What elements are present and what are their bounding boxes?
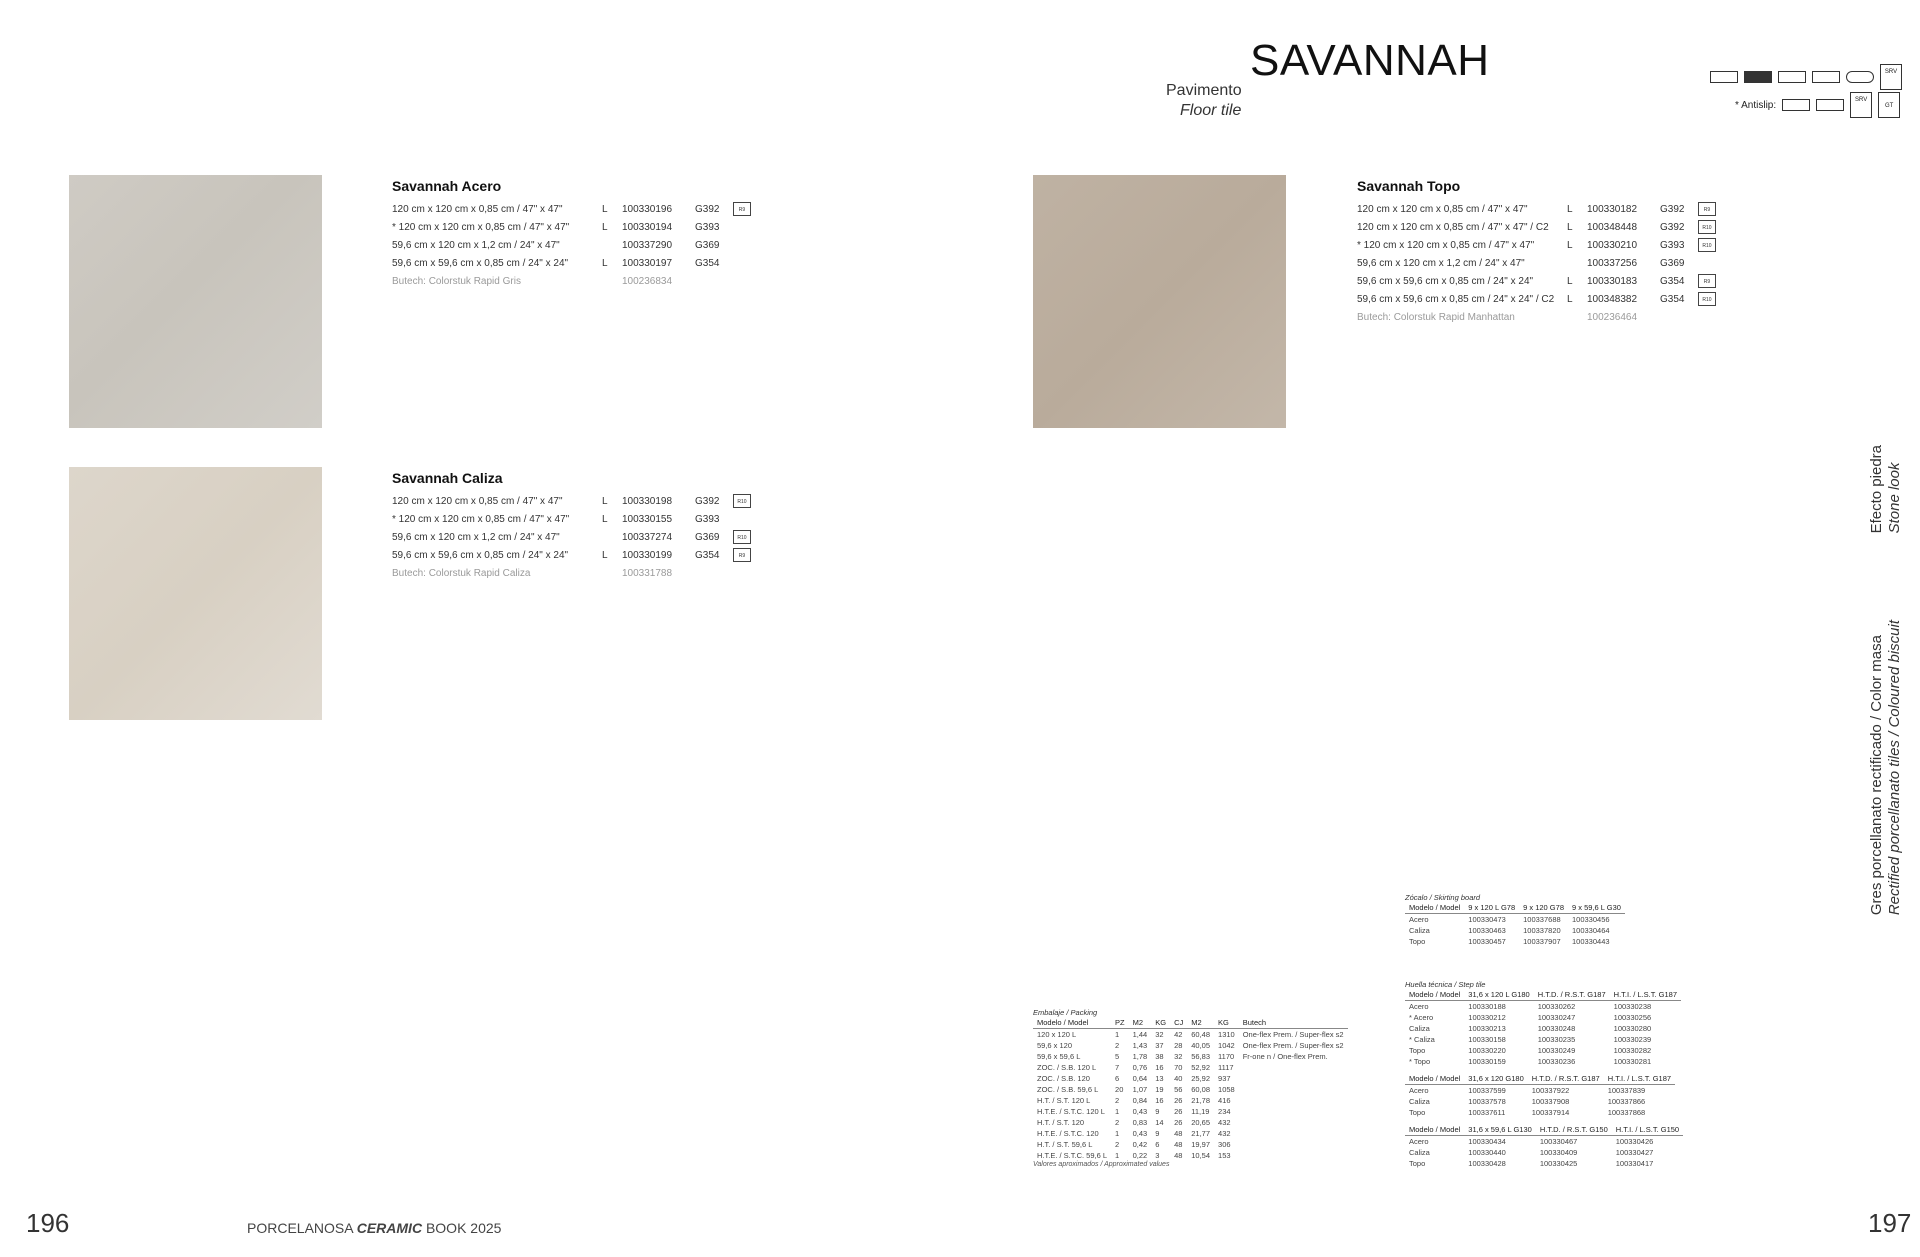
butech-row: Butech: Colorstuk Rapid Gris 100236834 [392,275,673,287]
table-cell: 40 [1174,1074,1183,1083]
table-cell: 3 [1155,1151,1160,1160]
column-header: 9 x 120 L G78 [1464,902,1519,914]
tile-image-topo [1033,175,1286,428]
table-cell: Caliza [1409,1024,1430,1033]
table-cell: Caliza [1409,1097,1430,1106]
table-row [1033,1106,1348,1117]
footer-brand: PORCELANOSA CERAMIC BOOK 2025 [247,1220,502,1236]
step-table [1405,989,1681,1067]
column-header: H.T.D. / R.S.T. G187 [1528,1073,1604,1085]
packing-note: Valores aproximados / Approximated values [1033,1161,1170,1168]
table-cell: 2 [1115,1096,1120,1105]
usage-icons-row [1710,64,1902,90]
table-cell: 38 [1155,1052,1164,1061]
product-name: Savannah Acero [392,178,502,194]
table-cell: 100330440 [1468,1148,1506,1157]
wall-icon [1778,71,1806,83]
table-cell: 100337868 [1607,1108,1646,1117]
column-header: Modelo / Model [1405,1124,1464,1136]
slip-badge: R10 [1698,292,1716,306]
table-cell: 100330159 [1468,1057,1506,1066]
table-cell: H.T. / S.T. 120 L [1037,1096,1091,1105]
table-cell: 100330428 [1468,1159,1506,1168]
product-acero [392,178,751,290]
table-cell: H.T.E. / S.T.C. 59,6 L [1037,1151,1108,1160]
table-cell: 37 [1155,1041,1164,1050]
column-header: KG [1151,1017,1170,1029]
table-cell: 0,76 [1132,1063,1148,1072]
table-cell: Acero [1409,1137,1429,1146]
table-header-row [1405,1073,1675,1085]
table-cell: 100330425 [1539,1159,1578,1168]
table-cell: 32 [1174,1052,1183,1061]
table-row [1033,1150,1348,1161]
table-cell: 234 [1218,1107,1231,1116]
table-cell: 10,54 [1191,1151,1211,1160]
table-cell: 2 [1115,1118,1120,1127]
table-cell: 20 [1115,1085,1124,1094]
table-row [1405,936,1625,947]
table-cell: 100330262 [1537,1002,1576,1011]
table-cell: One-flex Prem. / Super-flex s2 [1242,1041,1344,1050]
table-cell: 100330457 [1468,937,1506,946]
table-cell: Acero [1409,1086,1429,1095]
table-cell: 1,43 [1132,1041,1148,1050]
table-cell: 48 [1174,1151,1183,1160]
slip-badge: R10 [733,530,751,544]
product-row: 59,6 cm x 120 cm x 1,2 cm / 24" x 47" 100337274 G369 R10 [392,528,751,546]
slip-badge: R10 [1698,238,1716,252]
collection-title: SAVANNAH [1250,36,1490,85]
side-label-stone-look: Efecto piedra Stone look [1868,445,1903,534]
table-cell: 40,05 [1191,1041,1211,1050]
table-row [1033,1029,1348,1041]
floor-icon-2 [1816,99,1844,111]
table-cell: 1 [1115,1151,1120,1160]
table-row [1033,1062,1348,1073]
page-number-left: 196 [26,1208,70,1238]
table-row [1405,1136,1683,1148]
table-cell: 416 [1218,1096,1231,1105]
table-cell: 11,19 [1191,1107,1210,1116]
table-cell: 1310 [1218,1030,1235,1039]
table-cell: 100330473 [1468,915,1506,924]
column-header: H.T.I. / L.S.T. G187 [1610,989,1681,1001]
table-row [1033,1073,1348,1084]
table-cell: 1 [1115,1107,1120,1116]
table-cell: 100337922 [1531,1086,1570,1095]
column-header: 9 x 120 G78 [1519,902,1568,914]
table-row [1405,925,1625,936]
table-cell: 100337611 [1468,1108,1506,1117]
floor-dark-icon [1744,71,1772,83]
table-cell: 100330247 [1537,1013,1576,1022]
table-cell [1239,1139,1348,1150]
srv-badge-icon: SRV [1880,64,1902,90]
product-row: 120 cm x 120 cm x 0,85 cm / 47" x 47" L 100330196 G392 R9 [392,200,751,218]
table-cell: Topo [1409,937,1426,946]
product-row: * 120 cm x 120 cm x 0,85 cm / 47" x 47" L 100330155 G393 [392,513,720,525]
table-row [1033,1139,1348,1150]
table-cell: 100330236 [1537,1057,1576,1066]
table-cell: * Topo [1409,1057,1431,1066]
table-cell: 100337839 [1607,1086,1646,1095]
table-cell: 100330427 [1615,1148,1654,1157]
table-cell: 0,43 [1132,1129,1148,1138]
packing-table [1033,1017,1348,1161]
table-cell: 7 [1115,1063,1120,1072]
table-cell: 100330467 [1539,1137,1578,1146]
table-cell: Acero [1409,1002,1429,1011]
table-cell: 100330456 [1572,915,1610,924]
table-cell: 16 [1155,1096,1164,1105]
column-header: KG [1214,1017,1239,1029]
table-cell: ZOC. / S.B. 120 L [1037,1063,1097,1072]
table-cell: 19 [1155,1085,1164,1094]
table-cell: 1058 [1218,1085,1235,1094]
table-row [1405,1001,1681,1013]
table-cell [1239,1128,1348,1139]
table-cell: * Acero [1409,1013,1434,1022]
step-caption: Huella técnica / Step tile [1405,980,1486,989]
table-cell: 100330212 [1468,1013,1506,1022]
gt-badge-icon: GT [1878,92,1900,118]
column-header: Modelo / Model [1405,902,1464,914]
table-cell: 100330443 [1572,937,1610,946]
table-cell: H.T. / S.T. 59,6 L [1037,1140,1093,1149]
table-cell: 25,92 [1191,1074,1211,1083]
antislip-label: * Antislip: [1735,99,1777,111]
table-cell: 1,78 [1132,1052,1148,1061]
table-cell: 100330238 [1613,1002,1652,1011]
table-cell: 21,78 [1191,1096,1211,1105]
table-cell: 1 [1115,1129,1120,1138]
table-cell: 100330464 [1572,926,1610,935]
table-cell: One-flex Prem. / Super-flex s2 [1242,1030,1344,1039]
table-cell: Caliza [1409,1148,1430,1157]
product-row: * 120 cm x 120 cm x 0,85 cm / 47" x 47" L 100330210 G393 R10 [1357,236,1716,254]
table-cell: 16 [1155,1063,1164,1072]
table-row [1405,1034,1681,1045]
column-header: Modelo / Model [1033,1017,1111,1029]
table-cell: 1,44 [1132,1030,1148,1039]
table-cell: 937 [1218,1074,1231,1083]
product-row: 120 cm x 120 cm x 0,85 cm / 47" x 47" L 100330198 G392 R10 [392,492,751,510]
table-cell: 70 [1174,1063,1183,1072]
table-cell: 21,77 [1191,1129,1211,1138]
skirting-table [1405,902,1625,947]
table-cell [1239,1073,1348,1084]
table-cell: 100337907 [1523,937,1561,946]
table-cell: ZOC. / S.B. 120 [1037,1074,1090,1083]
table-row [1033,1117,1348,1128]
table-cell: 120 x 120 L [1037,1030,1077,1039]
table-cell: 100330417 [1615,1159,1654,1168]
product-row: 59,6 cm x 59,6 cm x 0,85 cm / 24" x 24" L 100330197 G354 [392,257,720,269]
table-row [1405,1096,1675,1107]
table-cell: H.T.E. / S.T.C. 120 [1037,1129,1099,1138]
table-cell: * Caliza [1409,1035,1435,1044]
packing-caption: Embalaje / Packing [1033,1008,1098,1017]
table-cell: H.T.E. / S.T.C. 120 L [1037,1107,1105,1116]
table-cell: 100330248 [1537,1024,1576,1033]
tile-image-caliza [69,467,322,720]
table-cell: 0,64 [1132,1074,1148,1083]
table-cell: 100337908 [1531,1097,1570,1106]
table-cell: 26 [1174,1096,1183,1105]
butech-row: Butech: Colorstuk Rapid Caliza 100331788 [392,567,673,579]
table-cell: 100330463 [1468,926,1506,935]
table-cell: 100330256 [1613,1013,1652,1022]
column-header: H.T.D. / R.S.T. G187 [1534,989,1610,1001]
table-header-row [1405,1124,1683,1136]
product-row: * 120 cm x 120 cm x 0,85 cm / 47" x 47" L 100330194 G393 [392,221,720,233]
table-cell: 100337599 [1468,1086,1506,1095]
table-header-row [1405,902,1625,914]
table-cell: 20,65 [1191,1118,1211,1127]
table-cell: 100330213 [1468,1024,1506,1033]
product-row: 59,6 cm x 120 cm x 1,2 cm / 24" x 47" 100337290 G369 [392,239,720,251]
table-row [1405,1107,1675,1118]
table-cell [1239,1150,1348,1161]
table-row [1405,1056,1681,1067]
table-row [1033,1128,1348,1139]
table-cell: Caliza [1409,926,1430,935]
table-row [1405,1158,1683,1169]
table-cell [1239,1062,1348,1073]
antislip-row [1735,92,1900,118]
table-cell: 42 [1174,1030,1183,1039]
column-header: H.T.I. / L.S.T. G187 [1604,1073,1675,1085]
slip-badge: R9 [1698,274,1716,288]
table-cell: 100330239 [1613,1035,1652,1044]
subtitle-es: Pavimento [1166,82,1242,99]
table-row [1405,1023,1681,1034]
table-cell: 60,48 [1191,1030,1211,1039]
table-cell: 0,83 [1132,1118,1148,1127]
column-header: H.T.D. / R.S.T. G150 [1536,1124,1612,1136]
table-cell: 6 [1155,1140,1160,1149]
table-cell: 100330158 [1468,1035,1506,1044]
table-cell: 1 [1115,1030,1120,1039]
step-table [1405,1124,1683,1169]
table-cell: 100330282 [1613,1046,1652,1055]
table-cell: 1042 [1218,1041,1235,1050]
table-cell: 5 [1115,1052,1120,1061]
product-name: Savannah Caliza [392,470,503,486]
table-cell: Topo [1409,1046,1426,1055]
column-header: PZ [1111,1017,1129,1029]
product-name: Savannah Topo [1357,178,1461,194]
table-row [1033,1095,1348,1106]
table-row [1405,1147,1683,1158]
column-header: Modelo / Model [1405,989,1464,1001]
column-header: H.T.I. / L.S.T. G150 [1612,1124,1683,1136]
table-cell: 100330280 [1613,1024,1652,1033]
table-cell: 26 [1174,1118,1183,1127]
slip-badge: R10 [733,494,751,508]
table-cell: Topo [1409,1159,1426,1168]
table-cell: 56,83 [1191,1052,1211,1061]
skirting-section [1405,893,1625,947]
table-cell: 100330409 [1539,1148,1578,1157]
table-cell: 6 [1115,1074,1120,1083]
skirting-caption: Zócalo / Skirting board [1405,893,1481,902]
slip-badge: R9 [1698,202,1716,216]
product-caliza [392,470,751,582]
step-blocks [1405,989,1683,1169]
table-cell: 14 [1155,1118,1164,1127]
table-cell: 100337914 [1531,1108,1570,1117]
product-row: 59,6 cm x 59,6 cm x 0,85 cm / 24" x 24" / C2 L 100348382 G354 R10 [1357,290,1716,308]
table-cell: Fr-one n / One-flex Prem. [1242,1052,1328,1061]
table-cell: 100330220 [1468,1046,1506,1055]
table-cell: 100337578 [1468,1097,1506,1106]
table-cell: 0,84 [1132,1096,1148,1105]
table-cell: 52,92 [1191,1063,1211,1072]
table-cell: 56 [1174,1085,1183,1094]
product-row: 59,6 cm x 120 cm x 1,2 cm / 24" x 47" 100337256 G369 [1357,257,1685,269]
step-section [1405,980,1683,1175]
table-row [1033,1040,1348,1051]
table-cell: 100337688 [1523,915,1561,924]
page-number-right: 197 [1868,1208,1912,1238]
srv-badge-icon-2: SRV [1850,92,1872,118]
table-cell: 2 [1115,1041,1120,1050]
table-cell: 0,43 [1132,1107,1148,1116]
table-cell: H.T. / S.T. 120 [1037,1118,1085,1127]
column-header: Modelo / Model [1405,1073,1464,1085]
table-row [1405,1045,1681,1056]
step-table [1405,1073,1675,1118]
slip-badge: R9 [733,548,751,562]
table-cell: 153 [1218,1151,1231,1160]
table-cell: 100330249 [1537,1046,1576,1055]
table-cell: 1170 [1218,1052,1235,1061]
table-cell: 100337866 [1607,1097,1646,1106]
column-header: M2 [1129,1017,1152,1029]
table-cell: 1117 [1218,1063,1234,1072]
table-cell [1239,1106,1348,1117]
table-cell: 432 [1218,1129,1231,1138]
table-cell [1239,1084,1348,1095]
packing-section [1033,1008,1348,1168]
tile-image-acero [69,175,322,428]
table-cell: 100330434 [1468,1137,1506,1146]
subtitle-en: Floor tile [1180,102,1242,119]
table-cell: 100337820 [1523,926,1561,935]
table-cell: 48 [1174,1140,1183,1149]
product-row: 120 cm x 120 cm x 0,85 cm / 47" x 47" / C2 L 100348448 G392 R10 [1357,218,1716,236]
table-cell: 59,6 x 59,6 L [1037,1052,1081,1061]
table-cell: 100330426 [1615,1137,1654,1146]
table-cell: 100330235 [1537,1035,1576,1044]
table-cell [1239,1095,1348,1106]
table-cell: 59,6 x 120 [1037,1041,1073,1050]
table-cell: 100330281 [1613,1057,1652,1066]
column-header: CJ [1170,1017,1187,1029]
column-header: Butech [1239,1017,1348,1029]
table-cell: 2 [1115,1140,1120,1149]
product-row: 59,6 cm x 59,6 cm x 0,85 cm / 24" x 24" L 100330183 G354 R9 [1357,272,1716,290]
table-cell [1239,1117,1348,1128]
table-cell: 100330188 [1468,1002,1506,1011]
table-cell: 26 [1174,1107,1183,1116]
slip-badge: R10 [1698,220,1716,234]
column-header: M2 [1187,1017,1214,1029]
product-row: 59,6 cm x 59,6 cm x 0,85 cm / 24" x 24" L 100330199 G354 R9 [392,546,751,564]
table-row [1405,914,1625,926]
facade-icon [1812,71,1840,83]
table-cell: 306 [1218,1140,1231,1149]
table-cell: 19,97 [1191,1140,1211,1149]
table-row [1405,1085,1675,1097]
shoe-icon-2 [1782,99,1810,111]
floor-icon [1710,71,1738,83]
table-cell: 13 [1155,1074,1164,1083]
column-header: 9 x 59,6 L G30 [1568,902,1625,914]
product-row: 120 cm x 120 cm x 0,85 cm / 47" x 47" L 100330182 G392 R9 [1357,200,1716,218]
table-cell: 32 [1155,1030,1164,1039]
slip-badge: R9 [733,202,751,216]
shoe-icon [1846,71,1874,83]
table-row [1033,1051,1348,1062]
column-header: 31,6 x 120 L G180 [1464,989,1533,1001]
table-header-row [1033,1017,1348,1029]
table-cell: 48 [1174,1129,1183,1138]
table-cell: 1,07 [1132,1085,1148,1094]
table-cell: 9 [1155,1129,1160,1138]
table-cell: ZOC. / S.B. 59,6 L [1037,1085,1099,1094]
table-cell: 432 [1218,1118,1231,1127]
product-topo [1357,178,1716,326]
table-cell: 60,08 [1191,1085,1211,1094]
table-cell: Acero [1409,915,1429,924]
table-header-row [1405,989,1681,1001]
table-cell: 9 [1155,1107,1160,1116]
table-cell: 28 [1174,1041,1183,1050]
table-row [1405,1012,1681,1023]
butech-row: Butech: Colorstuk Rapid Manhattan 100236464 [1357,311,1638,323]
table-cell: Topo [1409,1108,1426,1117]
column-header: 31,6 x 59,6 L G130 [1464,1124,1536,1136]
table-cell: 0,22 [1132,1151,1148,1160]
column-header: 31,6 x 120 G180 [1464,1073,1527,1085]
side-label-porcelain: Gres porcellanato rectificado / Color masa Rectified porcellanato tiles / Coloured biscuit [1868,620,1903,916]
table-cell: 0,42 [1132,1140,1148,1149]
table-row [1033,1084,1348,1095]
